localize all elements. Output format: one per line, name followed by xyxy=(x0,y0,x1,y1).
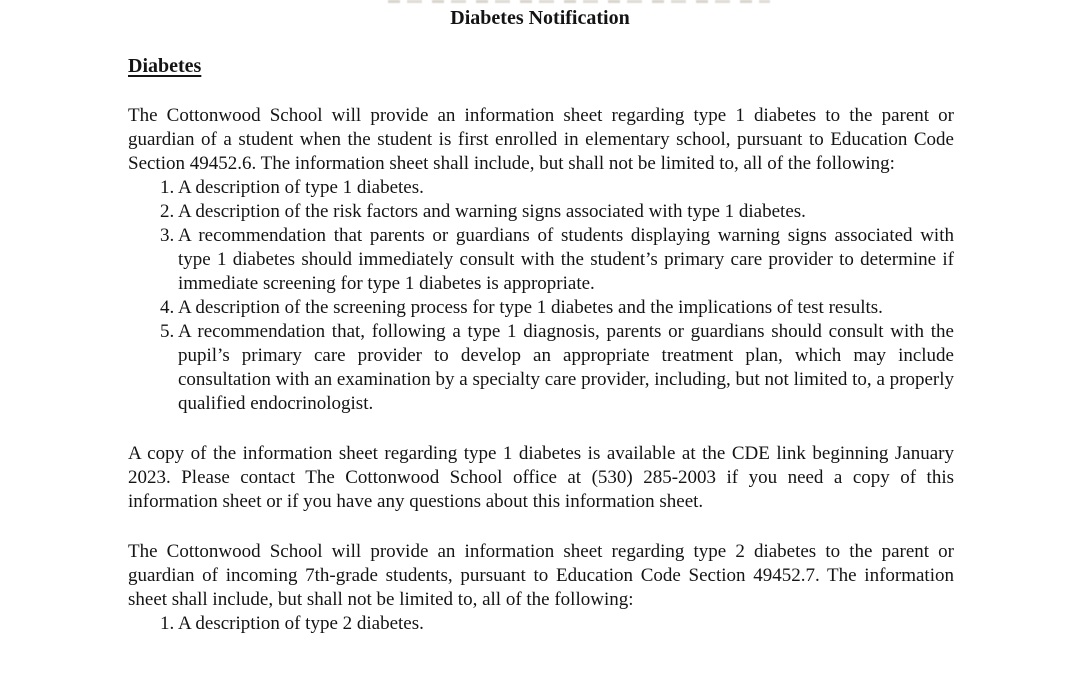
cropped-text-remnant xyxy=(388,0,770,3)
list-item-type1-2: A description of the risk factors and warning signs associated with type 1 diabetes. xyxy=(178,201,806,222)
document-body xyxy=(128,54,954,636)
document-title: Diabetes Notification xyxy=(450,7,630,29)
list-item-type1-1: A description of type 1 diabetes. xyxy=(178,177,424,198)
type1-info-list xyxy=(128,176,954,416)
list-item-type1-5: A recommendation that, following a type 1 diagnosis, parents or guardians should consult with the pupil’s primary care provider to develop an appropriate treatment plan, which may include consultation with an examination by a specialty care provider, including, but not limited to, a properly qualified endocrinologist. xyxy=(178,321,954,414)
list-item-type2-1: A description of type 2 diabetes. xyxy=(178,613,424,634)
paragraph-copy-info: A copy of the information sheet regarding type 1 diabetes is available at the CDE link beginning January 2023. Please contact The Cottonwood School office at (530) 285-2003 if you need a copy of this information sheet or if you have any questions about this information sheet. xyxy=(128,443,954,512)
section-heading-diabetes: Diabetes xyxy=(128,55,202,77)
paragraph-type1-intro: The Cottonwood School will provide an information sheet regarding type 1 diabetes to the parent or guardian of a student when the student is first enrolled in elementary school, pursuant to Education Code Section 49452.6. The information sheet shall include, but shall not be limited to, all of the following: xyxy=(128,105,954,174)
list-item-type1-4: A description of the screening process for type 1 diabetes and the implications of test results. xyxy=(178,297,883,318)
list-item-type1-3: A recommendation that parents or guardians of students displaying warning signs associated with type 1 diabetes should immediately consult with the student’s primary care provider to determine if immediate screening for type 1 diabetes is appropriate. xyxy=(178,225,954,294)
paragraph-type2-intro: The Cottonwood School will provide an information sheet regarding type 2 diabetes to the parent or guardian of incoming 7th-grade students, pursuant to Education Code Section 49452.7. The information sheet shall include, but shall not be limited to, all of the following: xyxy=(128,541,954,610)
type2-info-list xyxy=(128,612,954,636)
